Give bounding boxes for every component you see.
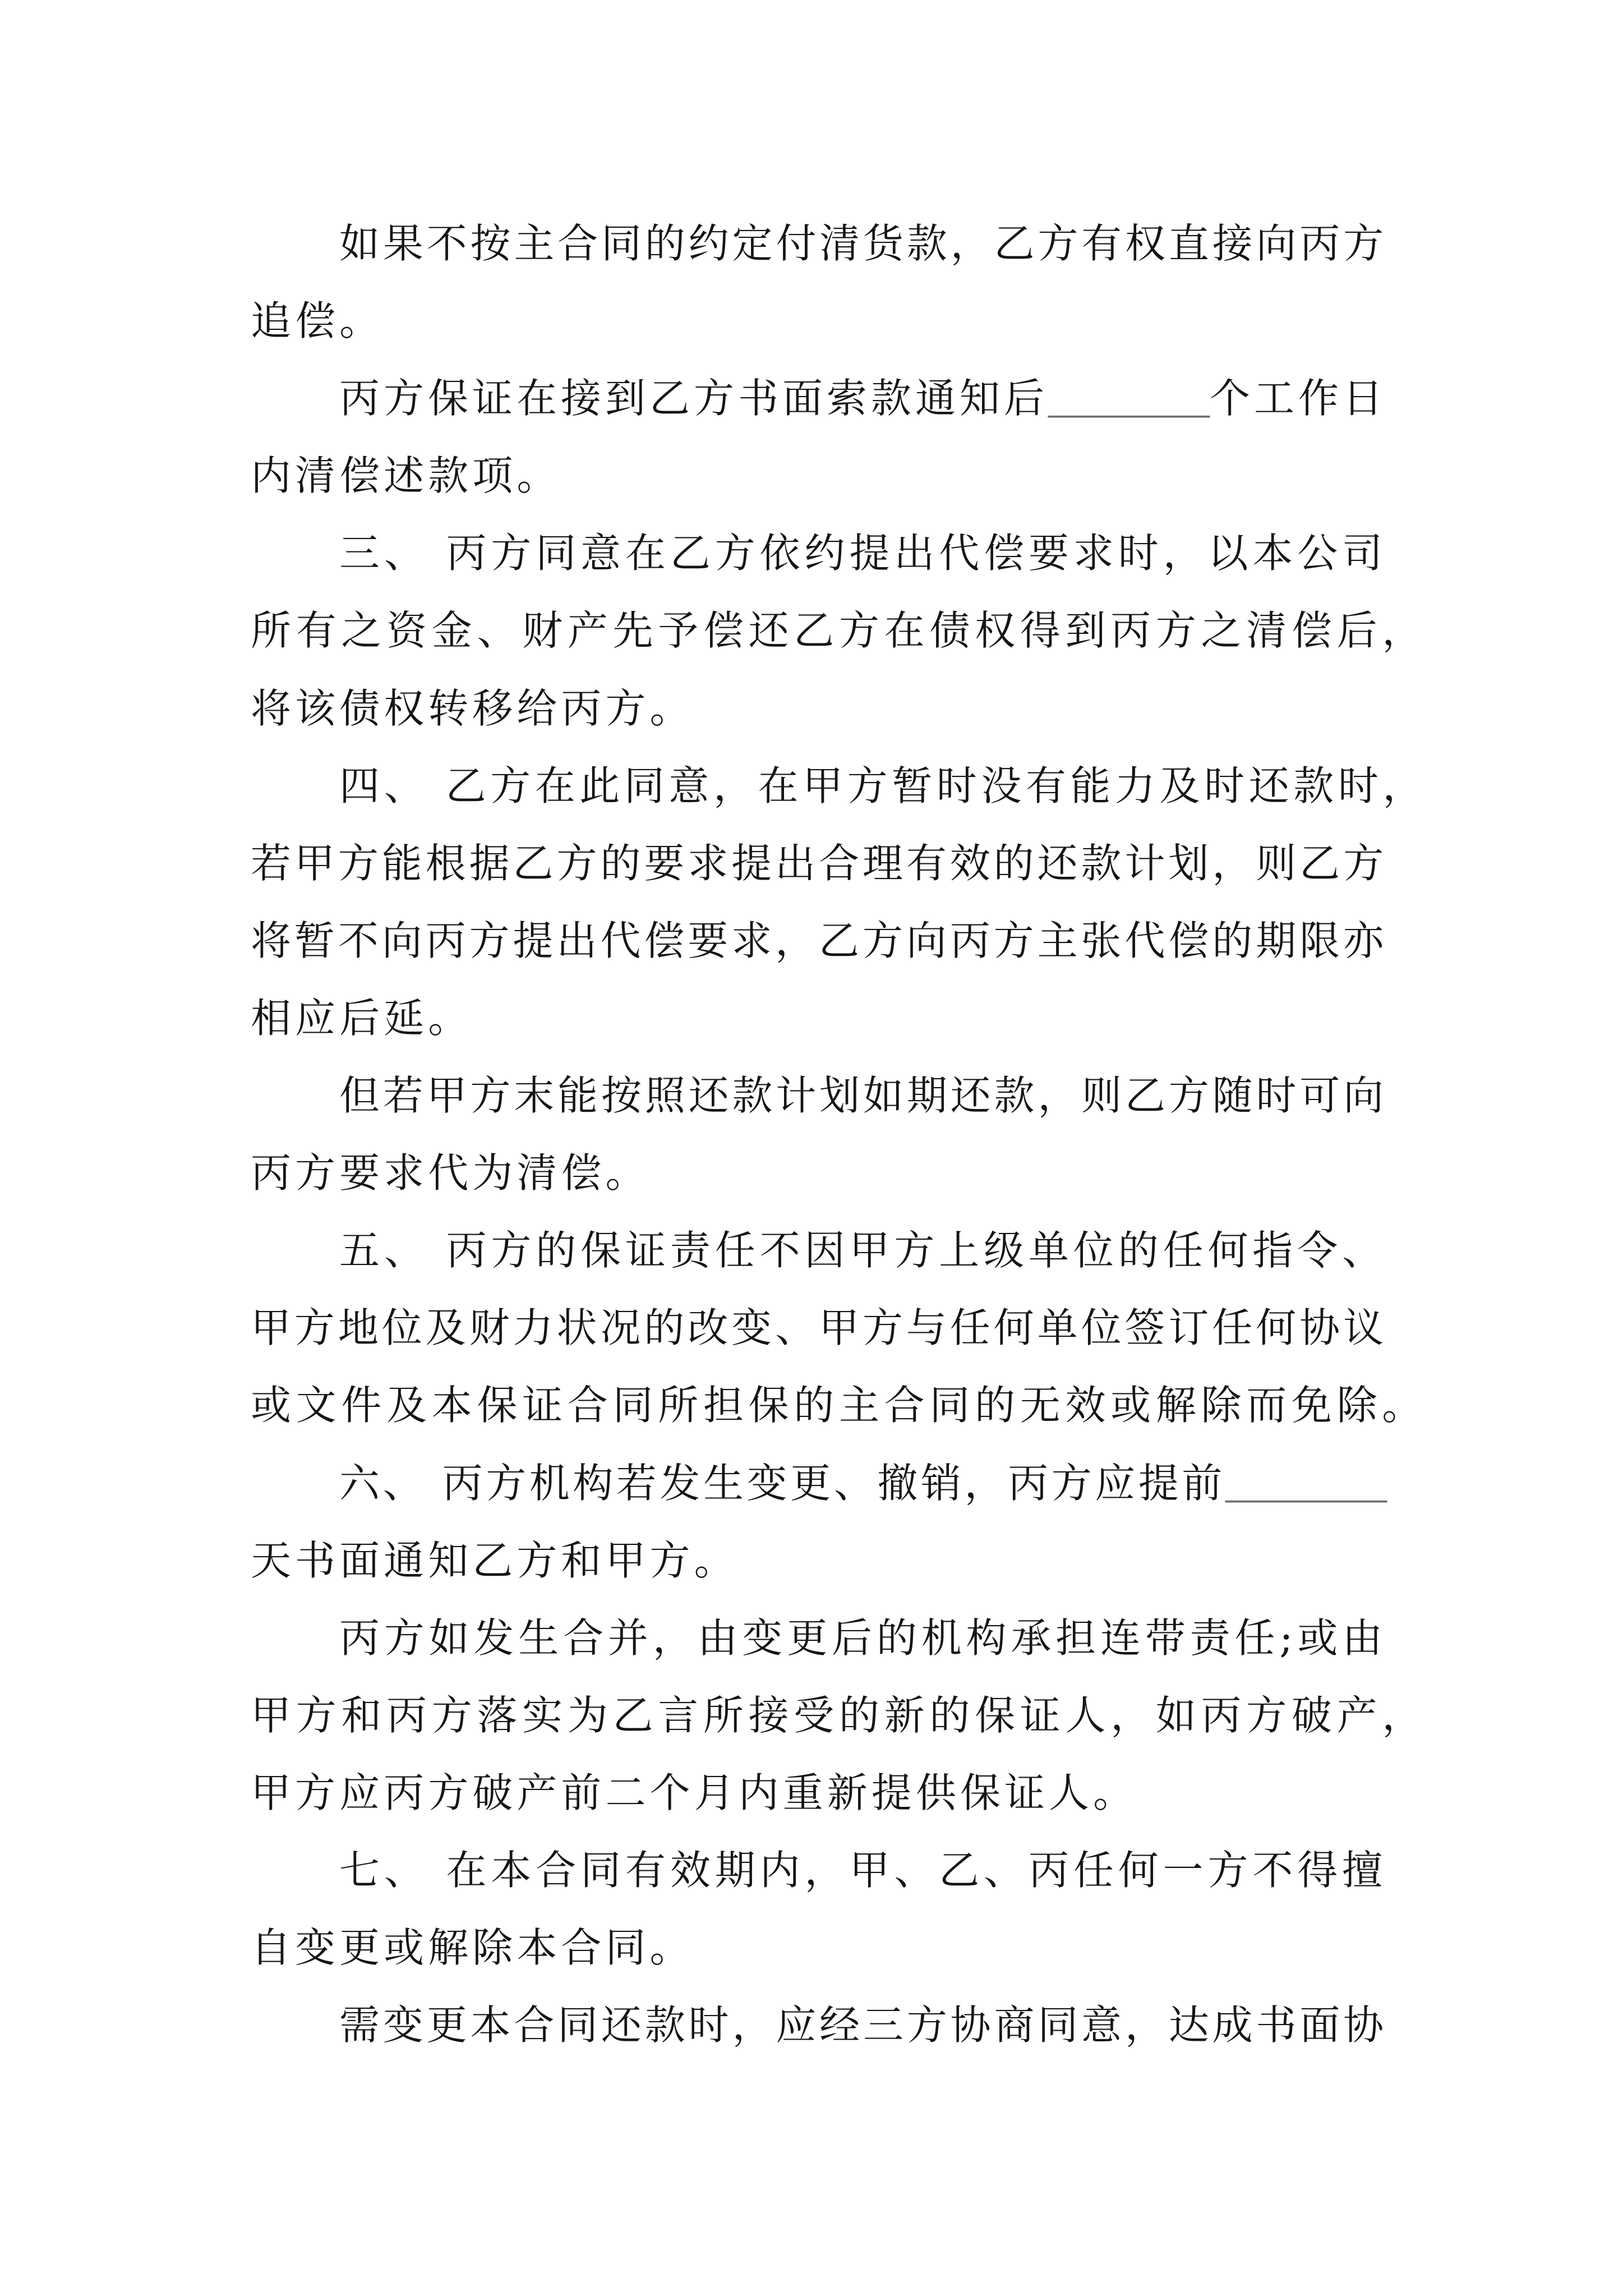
line-text (339, 1444, 1387, 1522)
text-line (251, 825, 1387, 902)
line-text: 或文件及本保证合同所担保的主合同的无效或解除而免除。 (251, 1382, 1427, 1429)
text-line (251, 1366, 1427, 1444)
line-text: 自变更或解除本合同。 (251, 1924, 694, 1972)
paragraph (251, 1212, 1484, 1444)
line-text: 所有之资金、财产先予偿还乙方在债权得到丙方之清偿后， (251, 607, 1427, 655)
text-line (339, 1057, 1387, 1134)
line-text: 如果不按主合同的约定付清货款，乙方有权直接向丙方 (339, 220, 1387, 267)
text-line (339, 205, 1387, 282)
line-text: 丙方要求代为清偿。 (251, 1149, 650, 1197)
contract-text (251, 205, 1484, 2064)
paragraph (251, 1986, 1484, 2064)
line-text: 需变更本合同还款时，应经三方协商同意，达成书面协 (339, 2001, 1387, 2049)
text-line (339, 1986, 1387, 2064)
line-text: 四、 乙方在此同意，在甲方暂时没有能力及时还款时， (339, 762, 1427, 809)
text-line (339, 360, 1387, 437)
text-line (251, 979, 1387, 1057)
line-text-segment: 丙方保证在接到乙方书面索款通知后 (339, 375, 1048, 422)
line-text: 甲方应丙方破产前二个月内重新提供保证人。 (251, 1769, 1138, 1816)
paragraph (251, 1832, 1484, 1986)
paragraph (251, 747, 1484, 1057)
text-line (339, 514, 1387, 592)
fill-in-blank: ________ (1048, 376, 1210, 422)
line-text: 天书面通知乙方和甲方。 (251, 1536, 739, 1584)
line-text: 三、 丙方同意在乙方依约提出代偿要求时，以本公司 (339, 530, 1387, 577)
text-line (339, 1444, 1387, 1522)
text-line (251, 1522, 1387, 1599)
paragraph (251, 1599, 1484, 1832)
text-line (339, 747, 1427, 825)
fill-in-blank: ________ (1225, 1461, 1387, 1506)
text-line (251, 1289, 1387, 1366)
line-text: 内清偿述款项。 (251, 452, 561, 500)
text-line (251, 1134, 1387, 1212)
paragraph (251, 1444, 1484, 1599)
line-text: 甲方和丙方落实为乙言所接受的新的保证人，如丙方破产， (251, 1691, 1427, 1739)
text-line (251, 1677, 1427, 1754)
line-text: 五、 丙方的保证责任不因甲方上级单位的任何指令、 (339, 1227, 1387, 1274)
text-line (251, 902, 1387, 979)
text-line (251, 1754, 1387, 1832)
line-text: 将该债权转移给丙方。 (251, 684, 694, 732)
line-text (339, 360, 1387, 438)
line-text: 相应后延。 (251, 994, 473, 1042)
line-text-segment: 个工作日 (1209, 375, 1387, 422)
line-text: 七、 在本合同有效期内，甲、乙、丙任何一方不得擅 (339, 1846, 1387, 1894)
paragraph (251, 1057, 1484, 1212)
text-line (251, 282, 1387, 360)
line-text: 但若甲方末能按照还款计划如期还款，则乙方随时可向 (339, 1072, 1387, 1120)
paragraph (251, 205, 1484, 360)
line-text: 丙方如发生合并，由变更后的机构承担连带责任;或由 (339, 1614, 1387, 1662)
line-text: 将暂不向丙方提出代偿要求，乙方向丙方主张代偿的期限亦 (251, 917, 1387, 964)
line-text: 若甲方能根据乙方的要求提出合理有效的还款计划，则乙方 (251, 839, 1387, 887)
line-text: 甲方地位及财力状况的改变、甲方与任何单位签订任何协议 (251, 1304, 1387, 1352)
line-text: 追偿。 (251, 297, 384, 345)
text-line (251, 592, 1427, 669)
text-line (339, 1599, 1387, 1677)
text-line (251, 670, 1387, 747)
paragraph (251, 514, 1484, 747)
line-text-segment: 六、 丙方机构若发生变更、撤销，丙方应提前 (339, 1459, 1225, 1507)
text-line (251, 437, 1387, 514)
text-line (339, 1832, 1387, 1909)
text-line (251, 1909, 1387, 1986)
paragraph (251, 360, 1484, 514)
text-line (339, 1212, 1387, 1289)
